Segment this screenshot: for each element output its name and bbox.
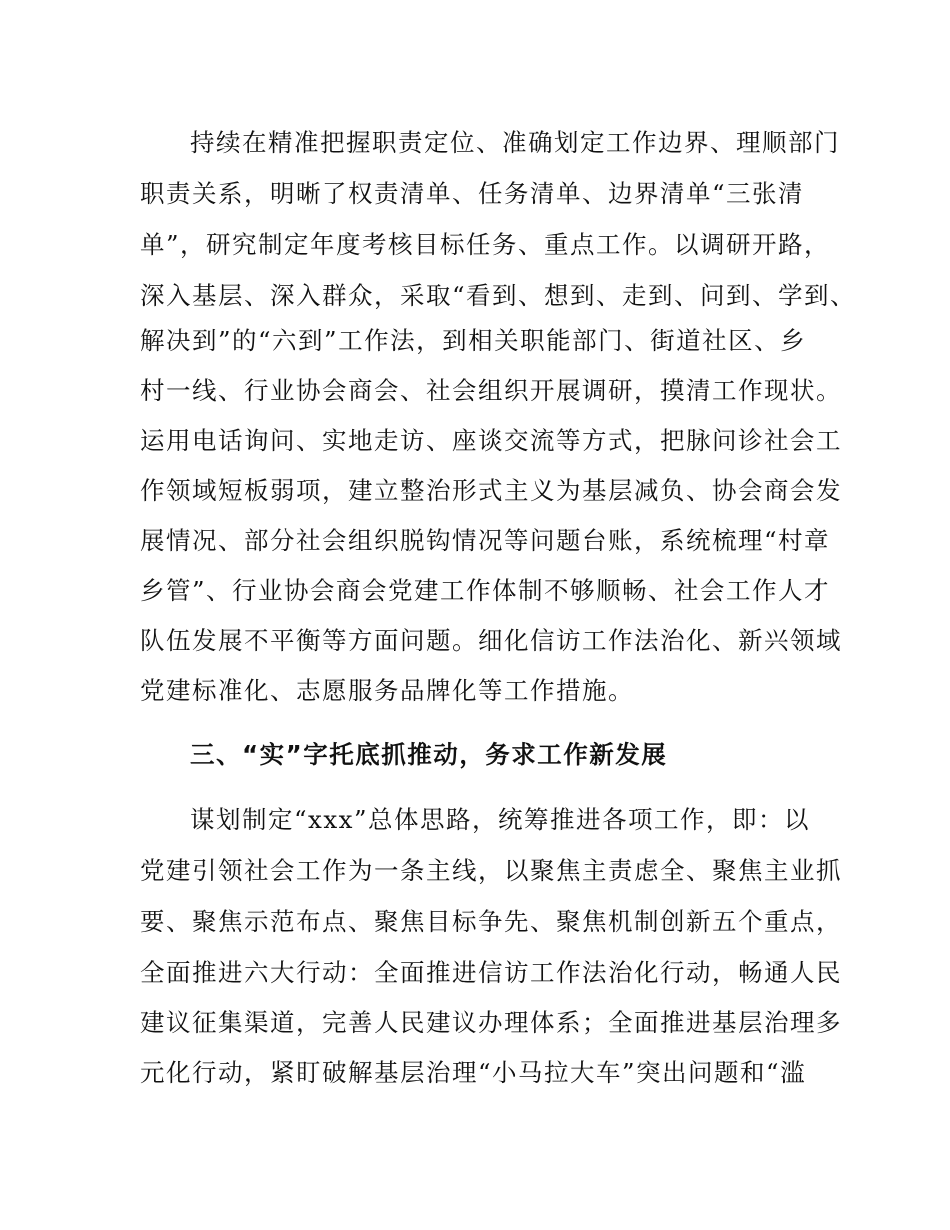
paragraph1-line-2: 职责关系，明晰了权责清单、任务清单、边界清单“三张清 [140, 179, 805, 208]
paragraph1-line-12: 党建标准化、志愿服务品牌化等工作措施。 [140, 676, 634, 705]
paragraph1-line-4: 深入基层、深入群众，采取“看到、想到、走到、问到、学到、 [140, 281, 857, 310]
paragraph1-line-7: 运用电话询问、实地走访、座谈交流等方式，把脉问诊社会工 [140, 426, 842, 455]
paragraph1-line-6: 村一线、行业协会商会、社会组织开展调研，摸清工作现状。 [140, 376, 842, 405]
section-heading: 三、“实”字托底抓推动，务求工作新发展 [190, 740, 668, 769]
paragraph2-line-4: 全面推进六大行动：全面推进信访工作法治化行动，畅通人民 [140, 958, 842, 987]
paragraph1-line-3: 单”，研究制定年度考核目标任务、重点工作。以调研开路， [140, 230, 831, 259]
paragraph1-line-8: 作领域短板弱项，建立整治形式主义为基层减负、协会商会发 [140, 476, 842, 505]
paragraph2-line-5: 建议征集渠道，完善人民建议办理体系；全面推进基层治理多 [140, 1008, 842, 1037]
paragraph2-line-1: 谋划制定“xxx”总体思路，统筹推进各项工作，即：以 [190, 805, 810, 834]
paragraph1-line-10: 乡管”、行业协会商会党建工作体制不够顺畅、社会工作人才 [140, 576, 831, 605]
paragraph1-line-11: 队伍发展不平衡等方面问题。细化信访工作法治化、新兴领域 [140, 626, 842, 655]
paragraph2-line-6: 元化行动，紧盯破解基层治理“小马拉大车”突出问题和“滥 [140, 1058, 807, 1087]
paragraph1-line-1: 持续在精准把握职责定位、准确划定工作边界、理顺部门 [190, 128, 840, 157]
paragraph2-line-3: 要、聚焦示范布点、聚焦目标争先、聚焦机制创新五个重点， [140, 907, 842, 936]
paragraph1-line-9: 展情况、部分社会组织脱钩情况等问题台账，系统梳理“村章 [140, 526, 831, 555]
paragraph1-line-5: 解决到”的“六到”工作法，到相关职能部门、街道社区、乡 [140, 326, 807, 355]
paragraph2-line-2: 党建引领社会工作为一条主线，以聚焦主责虑全、聚焦主业抓 [140, 856, 842, 885]
